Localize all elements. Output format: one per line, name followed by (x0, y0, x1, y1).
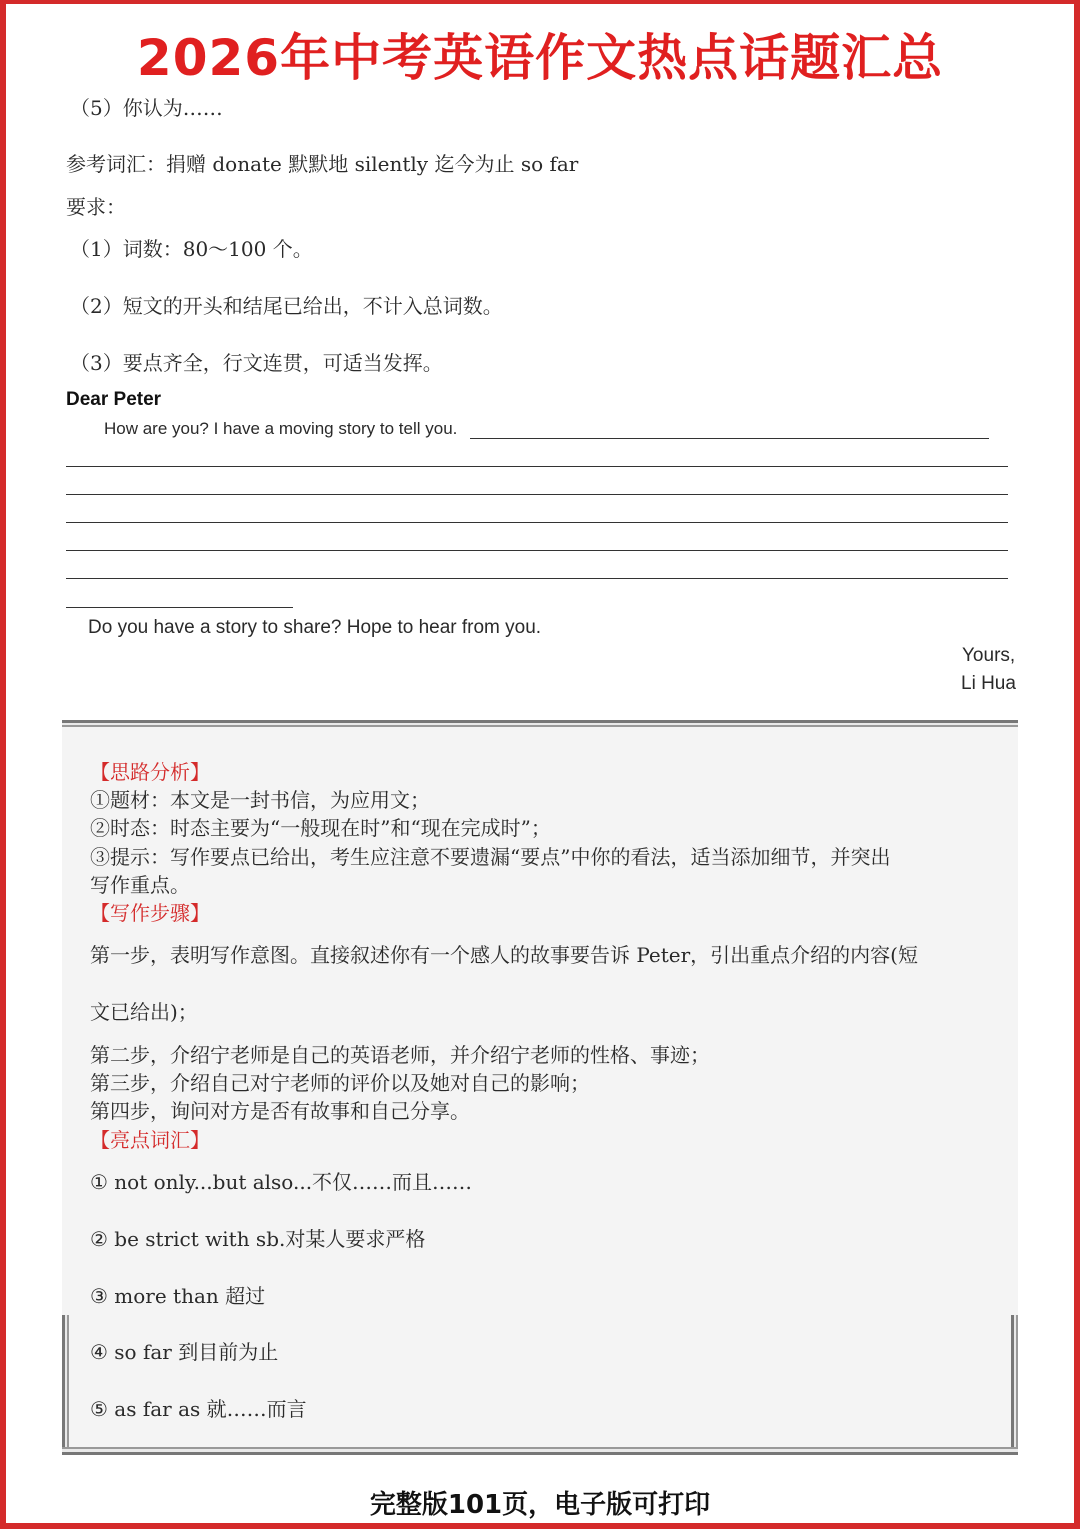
analysis-point-2: ②时态：时态主要为“一般现在时”和“现在完成时”； (90, 816, 551, 840)
step-1-line2: 文已给出)； (90, 1000, 198, 1024)
letter-opening: How are you? I have a moving story to tell you. (104, 419, 458, 438)
vocab-item-4: ④ so far 到目前为止 (90, 1340, 279, 1364)
section-heading-steps: 【写作步骤】 (90, 901, 210, 925)
step-1-line1: 第一步，表明写作意图。直接叙述你有一个感人的故事要告诉 Peter，引出重点介绍的内容(短 (90, 943, 918, 967)
prompt-item-5: （5）你认为…… (70, 96, 223, 120)
letter-signature: Li Hua (961, 673, 1016, 694)
box-left-border (62, 1315, 69, 1455)
step-2: 第二步，介绍宁老师是自己的英语老师，并介绍宁老师的性格、事迹； (90, 1043, 710, 1067)
analysis-point-3-line1: ③提示：写作要点已给出，考生应注意不要遗漏“要点”中你的看法，适当添加细节，并突出 (90, 845, 891, 869)
letter-closing: Do you have a story to share? Hope to hear from you. (88, 617, 542, 638)
letter-salutation: Dear Peter (66, 389, 162, 410)
page-title: 2026年中考英语作文热点话题汇总 (136, 29, 944, 87)
step-3: 第三步，介绍自己对宁老师的评价以及她对自己的影响； (90, 1071, 590, 1095)
reference-vocab: 参考词汇：捐赠 donate 默默地 silently 迄今为止 so far (66, 152, 579, 176)
footer-note: 完整版101页，电子版可打印 (369, 1490, 711, 1520)
box-top-border (62, 720, 1018, 727)
answer-line (66, 466, 1008, 467)
answer-line (66, 578, 1008, 579)
requirement-1: （1）词数：80～100 个。 (70, 237, 313, 261)
box-right-border (1011, 1315, 1018, 1455)
requirement-3: （3）要点齐全，行文连贯，可适当发挥。 (70, 351, 443, 375)
answer-line (66, 522, 1008, 523)
answer-line (66, 550, 1008, 551)
step-4: 第四步，询问对方是否有故事和自己分享。 (90, 1099, 470, 1123)
analysis-point-1: ①题材：本文是一封书信，为应用文； (90, 788, 430, 812)
section-heading-vocab: 【亮点词汇】 (90, 1128, 210, 1152)
analysis-point-3-line2: 写作重点。 (90, 873, 190, 897)
vocab-item-2: ② be strict with sb.对某人要求严格 (90, 1227, 426, 1251)
letter-signoff: Yours, (962, 645, 1016, 666)
box-bottom-border (62, 1447, 1018, 1455)
requirements-label: 要求： (66, 195, 126, 219)
vocab-item-1: ① not only...but also...不仅……而且…… (90, 1170, 473, 1194)
vocab-item-3: ③ more than 超过 (90, 1284, 266, 1308)
requirement-2: （2）短文的开头和结尾已给出，不计入总词数。 (70, 294, 503, 318)
answer-line (66, 607, 293, 608)
section-heading-analysis: 【思路分析】 (90, 760, 210, 784)
answer-line (66, 494, 1008, 495)
vocab-item-5: ⑤ as far as 就……而言 (90, 1397, 307, 1421)
answer-line (470, 438, 989, 439)
